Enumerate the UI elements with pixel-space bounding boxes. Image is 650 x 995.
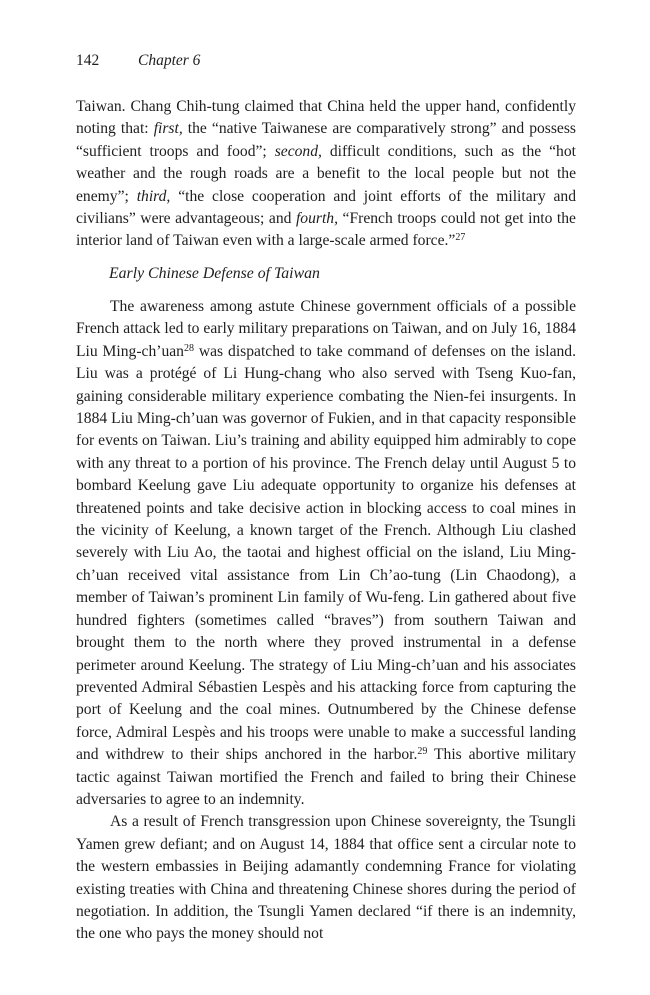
text-run: difficult conditions, such as the “hot weather and the rough roads are a benefit to the local people but not the enemy”; [76,142,576,205]
running-head [76,51,200,71]
third-label: third, [136,187,171,205]
continued-paragraph-block [76,96,576,253]
page-number: 142 [76,52,100,69]
text-run: Taiwan. Chang Chih-tung claimed that China held the upper hand, confidently noting that: [76,98,576,138]
footnote-ref-27: 27 [455,232,466,244]
body-paragraphs [76,296,576,946]
second-label: second, [274,142,322,160]
text-run: the “native Taiwanese are comparatively strong” and possess “sufficient troops and food”; [76,120,576,160]
text-run: The awareness among astute Chinese government officials of a possible French attack led to early military preparations on Taiwan, and on July 16, 1884 Liu Ming-ch’uan [76,298,576,360]
section-heading: Early Chinese Defense of Taiwan [109,265,320,282]
transgression-paragraph: As a result of French transgression upon Chinese sovereignty, the Tsungli Yamen grew defiant; and on August 14, 1884 that office sent a circular note to the western embassies in Beijing adamantly condemning France for violating existing treaties with China and threatening Chinese shores during the period of negotiation. In addition, the Tsungli Yamen declared “if there is an indemnity, the one who pays the money should not [76,813,576,943]
footnote-ref-28: 28 [183,342,194,354]
text-run: was dispatched to take command of defenses on the island. Liu was a protégé of Li Hung-chang who also served with Tseng Kuo-fan, gaining considerable military experience combating the Nien-fei insurgents. In 1884 Liu Ming-ch’uan was governor of Fukien, and in that capacity responsible for events on Taiwan. Liu’s training and ability equipped him admirably to cope with any threat to a portion of his province. The French delay until August 5 to bombard Keelung gave Liu adequate opportunity to organize his defenses at threatened points and take decisive action in blocking access to coal mines in the vicinity of Keelung, a known target of the French. Although Liu clashed severely with Liu Ao, the taotai and highest official on the island, Liu Ming-ch’uan received vital assistance from Lin Ch’ao-tung (Lin Chaodong), a member of Taiwan’s prominent Lin family of Wu-feng. Lin gathered about five hundred fighters (sometimes called “braves”) from southern Taiwan and brought them to the north where they proved instrumental in a defense perimeter around Keelung. The strategy of Liu Ming-ch’uan and his associates prevented Admiral Sébastien Lespès and his attacking force from capturing the port of Keelung and the coal mines. Outnumbered by the Chinese defense force, Admiral Lespès and his troops were unable to make a successful landing and withdrew to their ships anchored in the harbor. [76,342,576,764]
text-run: “the close cooperation and joint efforts of the military and civilians” were advantageous; and [76,187,576,228]
continued-paragraph [76,96,576,253]
text-run: This abortive military tactic against Taiwan mortified the French and failed to bring their Chinese adversaries to agree to an indemnity. [76,746,576,808]
defense-paragraph [76,296,576,811]
footnote-ref-29: 29 [417,746,428,758]
first-label: first, [153,120,183,138]
text-run: “French troops could not get into the interior land of Taiwan even with a large-scale armed force.” [76,210,576,250]
fourth-label: fourth, [295,210,338,228]
chapter-label: Chapter 6 [138,52,201,69]
